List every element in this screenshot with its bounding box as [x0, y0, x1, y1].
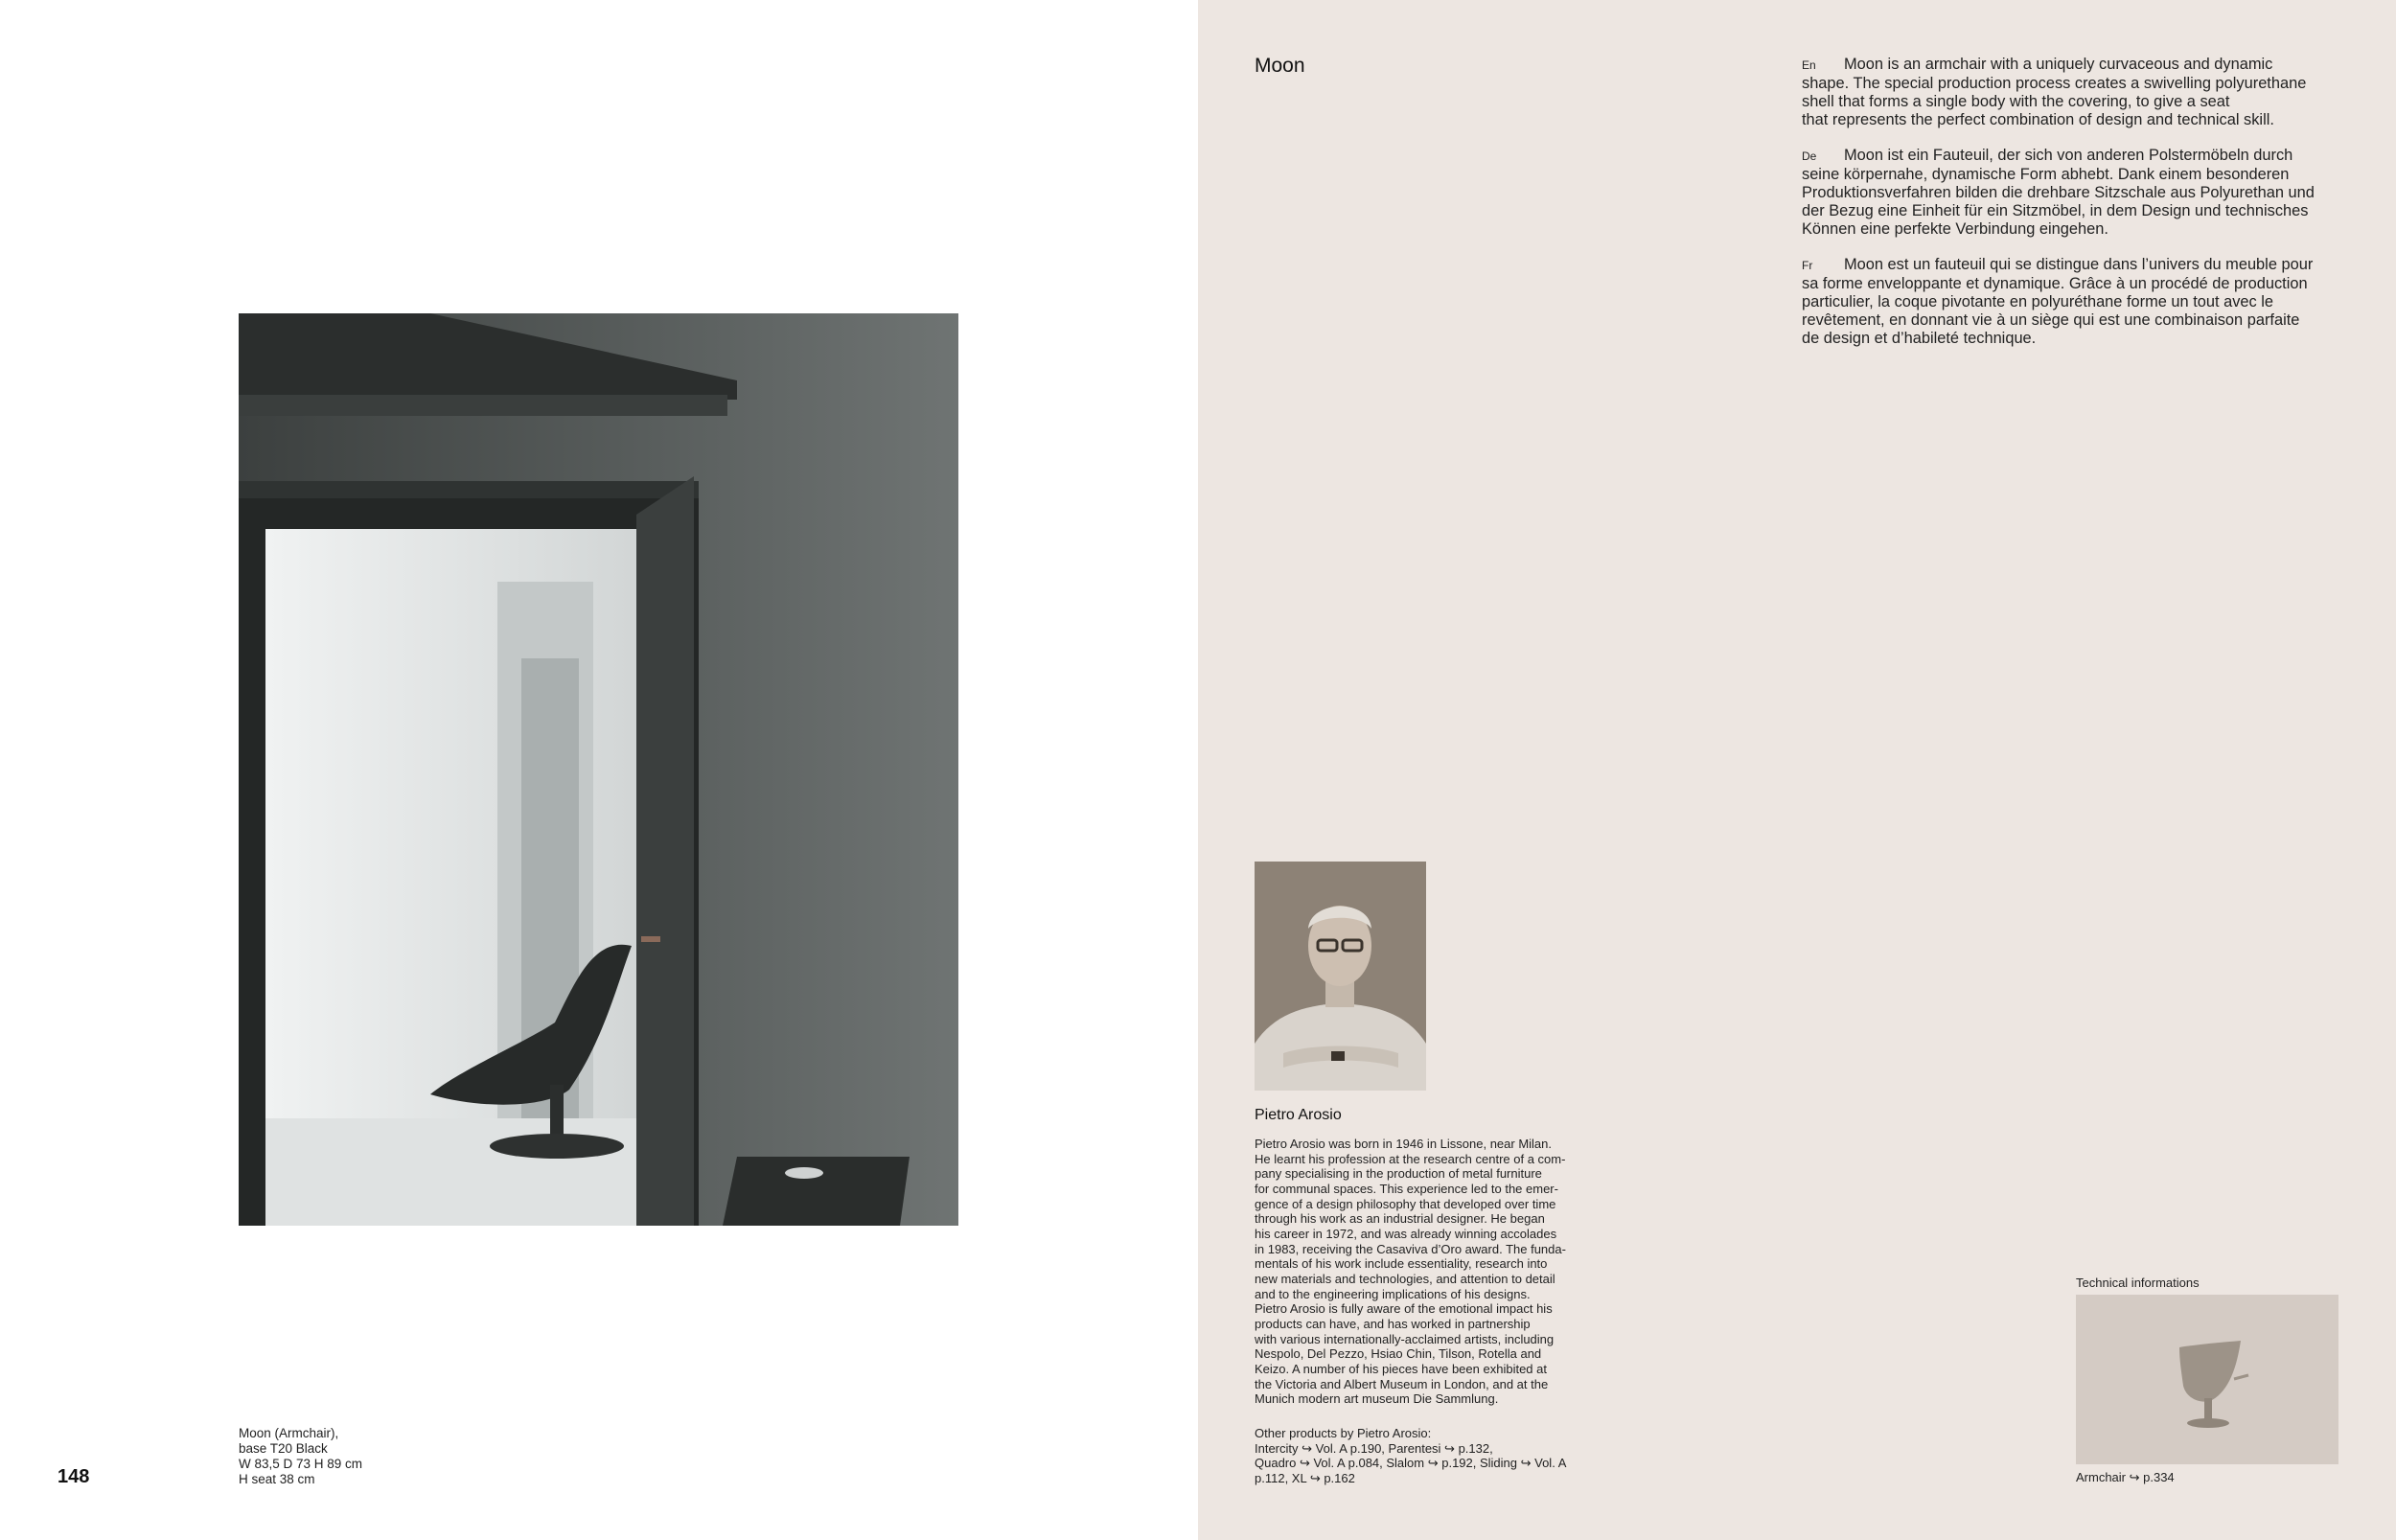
desc-line: Können eine perfekte Verbindung eingehen. [1802, 220, 2108, 238]
designer-name: Pietro Arosio [1255, 1107, 1342, 1123]
desc-line: de design et d’habileté technique. [1802, 330, 2037, 347]
lang-code: Fr [1802, 259, 1813, 272]
armchair-link[interactable]: Armchair ↪ p.334 [2076, 1470, 2175, 1484]
desc-line: that represents the perfect combination of design and technical skill. [1802, 111, 2274, 128]
bio-line: and to the engineering implications of his designs. [1255, 1286, 1531, 1301]
bio-line: Nespolo, Del Pezzo, Hsiao Chin, Tilson, Rotella and [1255, 1346, 1542, 1362]
bio-line: through his work as an industrial designer. He began [1255, 1211, 1545, 1227]
bio-line: for communal spaces. This experience led to the emer- [1255, 1181, 1558, 1196]
technical-label: Technical informations [2076, 1276, 2200, 1290]
other-products-heading: Other products by Pietro Arosio: [1255, 1426, 1432, 1440]
lang-code: De [1802, 149, 1817, 163]
designer-portrait [1255, 862, 1426, 1091]
bio-line: Pietro Arosio is fully aware of the emotional impact his [1255, 1301, 1553, 1317]
desc-line: Moon est un fauteuil qui se distingue dans l’univers du meuble pour [1844, 256, 2314, 273]
desc-line: der Bezug eine Einheit für ein Sitzmöbel, in dem Design und technisches [1802, 202, 2309, 219]
caption-line: W 83,5 D 73 H 89 cm [239, 1457, 363, 1471]
desc-line: Produktionsverfahren bilden die drehbare Sitzschale aus Polyurethan und [1802, 184, 2315, 201]
bio-line: mentals of his work include essentiality, research into [1255, 1256, 1548, 1272]
other-products-link[interactable]: Quadro ↪ Vol. A p.084, Slalom ↪ p.192, Sliding ↪ Vol. A [1255, 1456, 1567, 1471]
bio-line: in 1983, receiving the Casaviva d’Oro award. The funda- [1255, 1241, 1566, 1256]
bio-line: Pietro Arosio was born in 1946 in Lissone, near Milan. [1255, 1137, 1553, 1151]
bio-line: with various internationally-acclaimed artists, including [1255, 1331, 1555, 1346]
bio-line: He learnt his profession at the research centre of a com- [1255, 1151, 1566, 1166]
designer-bio [1255, 1137, 1609, 1407]
bio-line: Keizo. A number of his pieces have been exhibited at [1255, 1361, 1547, 1376]
other-products [1255, 1426, 1609, 1486]
armchair-thumbnail[interactable] [2076, 1295, 2338, 1464]
interior-photo [239, 313, 958, 1226]
product-title: Moon [1255, 55, 1305, 77]
other-products-link[interactable]: p.112, XL ↪ p.162 [1255, 1470, 1355, 1485]
bio-line: pany specialising in the production of metal furniture [1255, 1166, 1542, 1182]
description-en [1802, 56, 2338, 129]
desc-line: seine körpernahe, dynamische Form abhebt. Dank einem besonderen [1802, 166, 2290, 183]
bio-line: the Victoria and Albert Museum in London, and at the [1255, 1376, 1549, 1391]
other-products-link[interactable]: Intercity ↪ Vol. A p.190, Parentesi ↪ p.132, [1255, 1440, 1493, 1456]
description-fr [1802, 256, 2338, 348]
desc-line: revêtement, en donnant vie à un siège qui est une combinaison parfaite [1802, 311, 2300, 329]
desc-line: shape. The special production process creates a swivelling polyurethane [1802, 75, 2307, 92]
bio-line: new materials and technologies, and attention to detail [1255, 1271, 1555, 1286]
desc-line: sa forme enveloppante et dynamique. Grâce à un procédé de production [1802, 275, 2308, 292]
caption-line: H seat 38 cm [239, 1472, 315, 1486]
photo-caption [239, 1426, 362, 1487]
description-de [1802, 147, 2338, 239]
caption-line: base T20 Black [239, 1441, 328, 1456]
bio-line: gence of a design philosophy that developed over time [1255, 1196, 1556, 1211]
caption-line: Moon (Armchair), [239, 1426, 339, 1440]
desc-line: particulier, la coque pivotante en polyuréthane forme un tout avec le [1802, 293, 2274, 310]
lang-code: En [1802, 58, 1816, 72]
bio-line: his career in 1972, and was already winning accolades [1255, 1226, 1557, 1241]
bio-line: Munich modern art museum Die Sammlung. [1255, 1391, 1499, 1407]
desc-line: shell that forms a single body with the covering, to give a seat [1802, 93, 2230, 110]
desc-line: Moon is an armchair with a uniquely curvaceous and dynamic [1844, 56, 2273, 73]
desc-line: Moon ist ein Fauteuil, der sich von anderen Polstermöbeln durch [1844, 147, 2293, 164]
page-number: 148 [58, 1466, 90, 1487]
bio-line: products can have, and has worked in partnership [1255, 1316, 1531, 1331]
